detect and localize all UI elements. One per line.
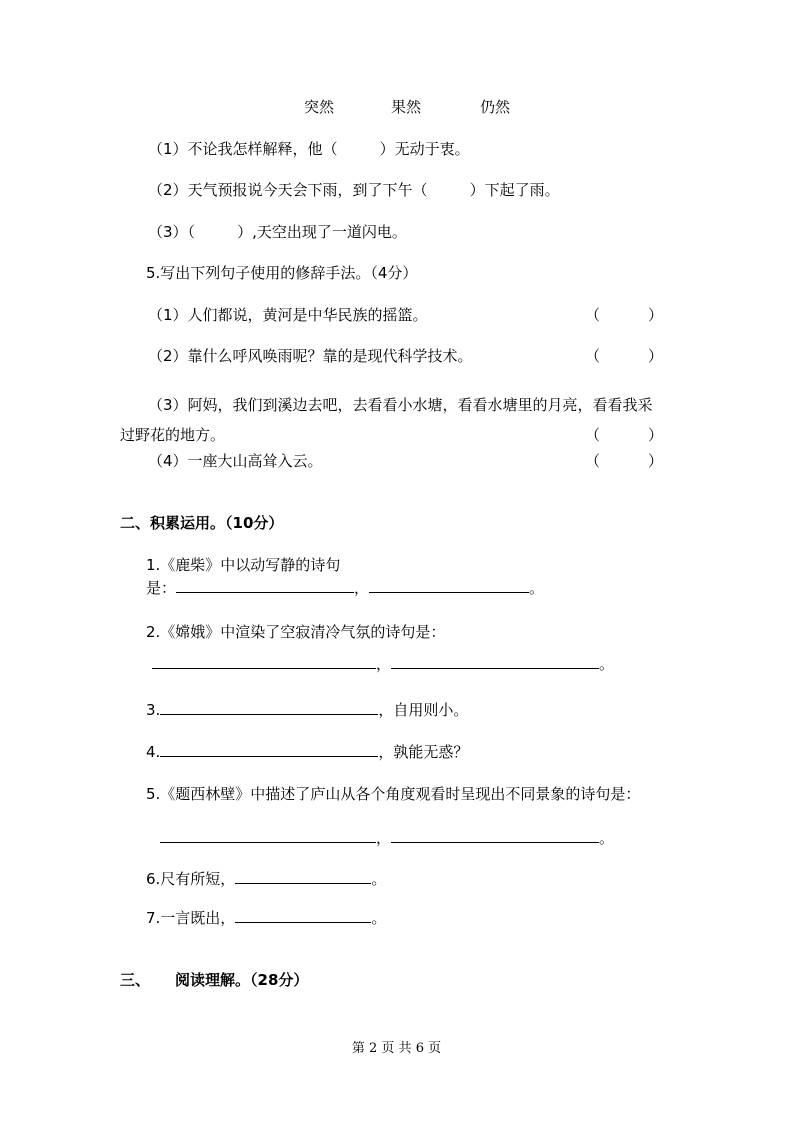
s2-q7: [146, 908, 386, 928]
item-text: ，孰能无惑？: [378, 743, 469, 761]
word-bank-1: 突然: [304, 98, 335, 116]
item-text-before: 天气预报说今天会下雨，到了下午（: [187, 181, 428, 199]
period: 。: [599, 829, 615, 847]
q5-item-1: （1）人们都说，黄河是中华民族的摇篮。: [148, 306, 428, 324]
s2-q5-answer: [160, 828, 614, 848]
comma: ，: [376, 829, 392, 847]
answer-blank[interactable]: [160, 828, 376, 843]
section-2-title: 二、积累运用。（10分）: [120, 514, 284, 532]
word-bank-2: 果然: [391, 98, 422, 116]
answer-paren-open: （: [585, 347, 601, 365]
s2-q4: [146, 742, 468, 762]
item-number: 4.: [146, 743, 161, 761]
answer-blank[interactable]: [369, 578, 529, 593]
q4-item-2: [148, 180, 560, 200]
item-text-after: ）下起了雨。: [469, 181, 560, 199]
s2-q6: [146, 869, 386, 889]
answer-paren-close: ）: [648, 347, 664, 365]
q5-item-3-cont: 过野花的地方。: [120, 426, 226, 444]
item-text-after: ）,天空出现了一道闪电。: [237, 223, 407, 241]
q4-item-3: [148, 222, 407, 242]
item-number: （3）: [148, 223, 188, 241]
item-text: 7.一言既出，: [146, 909, 236, 927]
answer-blank[interactable]: [235, 869, 371, 884]
comma: ，: [376, 655, 392, 673]
item-number: （2）: [148, 181, 188, 199]
period: 。: [529, 579, 545, 597]
s2-q2: 2.《嫦娥》中渲染了空寂清冷气氛的诗句是：: [146, 623, 446, 641]
item-text: 是：: [146, 579, 177, 597]
s2-q2-answer: [152, 654, 614, 674]
answer-paren-close: ）: [648, 426, 664, 444]
item-text: ，自用则小。: [378, 701, 469, 719]
answer-blank[interactable]: [176, 578, 354, 593]
q5-item-4: （4）一座大山高耸入云。: [148, 452, 323, 470]
answer-paren-open: （: [585, 426, 601, 444]
period: 。: [371, 909, 387, 927]
section-3-title: 阅读理解。（28分）: [175, 971, 309, 989]
comma: ，: [354, 579, 370, 597]
section-3-number: 三、: [120, 971, 151, 989]
period: 。: [599, 655, 615, 673]
s2-q1-line2: [146, 578, 544, 598]
answer-paren-open: （: [585, 306, 601, 324]
q5-item-2: （2）靠什么呼风唤雨呢？靠的是现代科学技术。: [148, 347, 473, 365]
q5-title: 5.写出下列句子使用的修辞手法。（4分）: [146, 264, 418, 282]
q4-item-1: [148, 139, 470, 159]
answer-blank[interactable]: [235, 908, 371, 923]
page-footer: 第 2 页 共 6 页: [351, 1041, 442, 1056]
answer-paren-open: （: [585, 452, 601, 470]
answer-blank[interactable]: [160, 700, 378, 715]
answer-paren-close: ）: [648, 452, 664, 470]
s2-q3: [146, 700, 468, 720]
item-text-before: （: [187, 223, 196, 241]
answer-blank[interactable]: [160, 742, 378, 757]
answer-blank[interactable]: [152, 654, 376, 669]
item-number: （1）: [148, 140, 188, 158]
answer-paren-close: ）: [648, 306, 664, 324]
word-bank-3: 仍然: [480, 98, 511, 116]
item-text-after: ）无动于衷。: [379, 140, 470, 158]
answer-blank[interactable]: [391, 654, 599, 669]
item-text-before: 不论我怎样解释，他（: [187, 140, 338, 158]
item-number: 3.: [146, 701, 161, 719]
s2-q5: 5.《题西林壁》中描述了庐山从各个角度观看时呈现出不同景象的诗句是：: [146, 785, 641, 803]
period: 。: [371, 870, 387, 888]
item-text: 6.尺有所短，: [146, 870, 236, 888]
s2-q1-line1: 1.《鹿柴》中以动写静的诗句: [146, 556, 341, 574]
q5-item-3: （3）阿妈，我们到溪边去吧，去看看小水塘，看看水塘里的月亮，看看我采: [148, 396, 653, 414]
answer-blank[interactable]: [391, 828, 599, 843]
